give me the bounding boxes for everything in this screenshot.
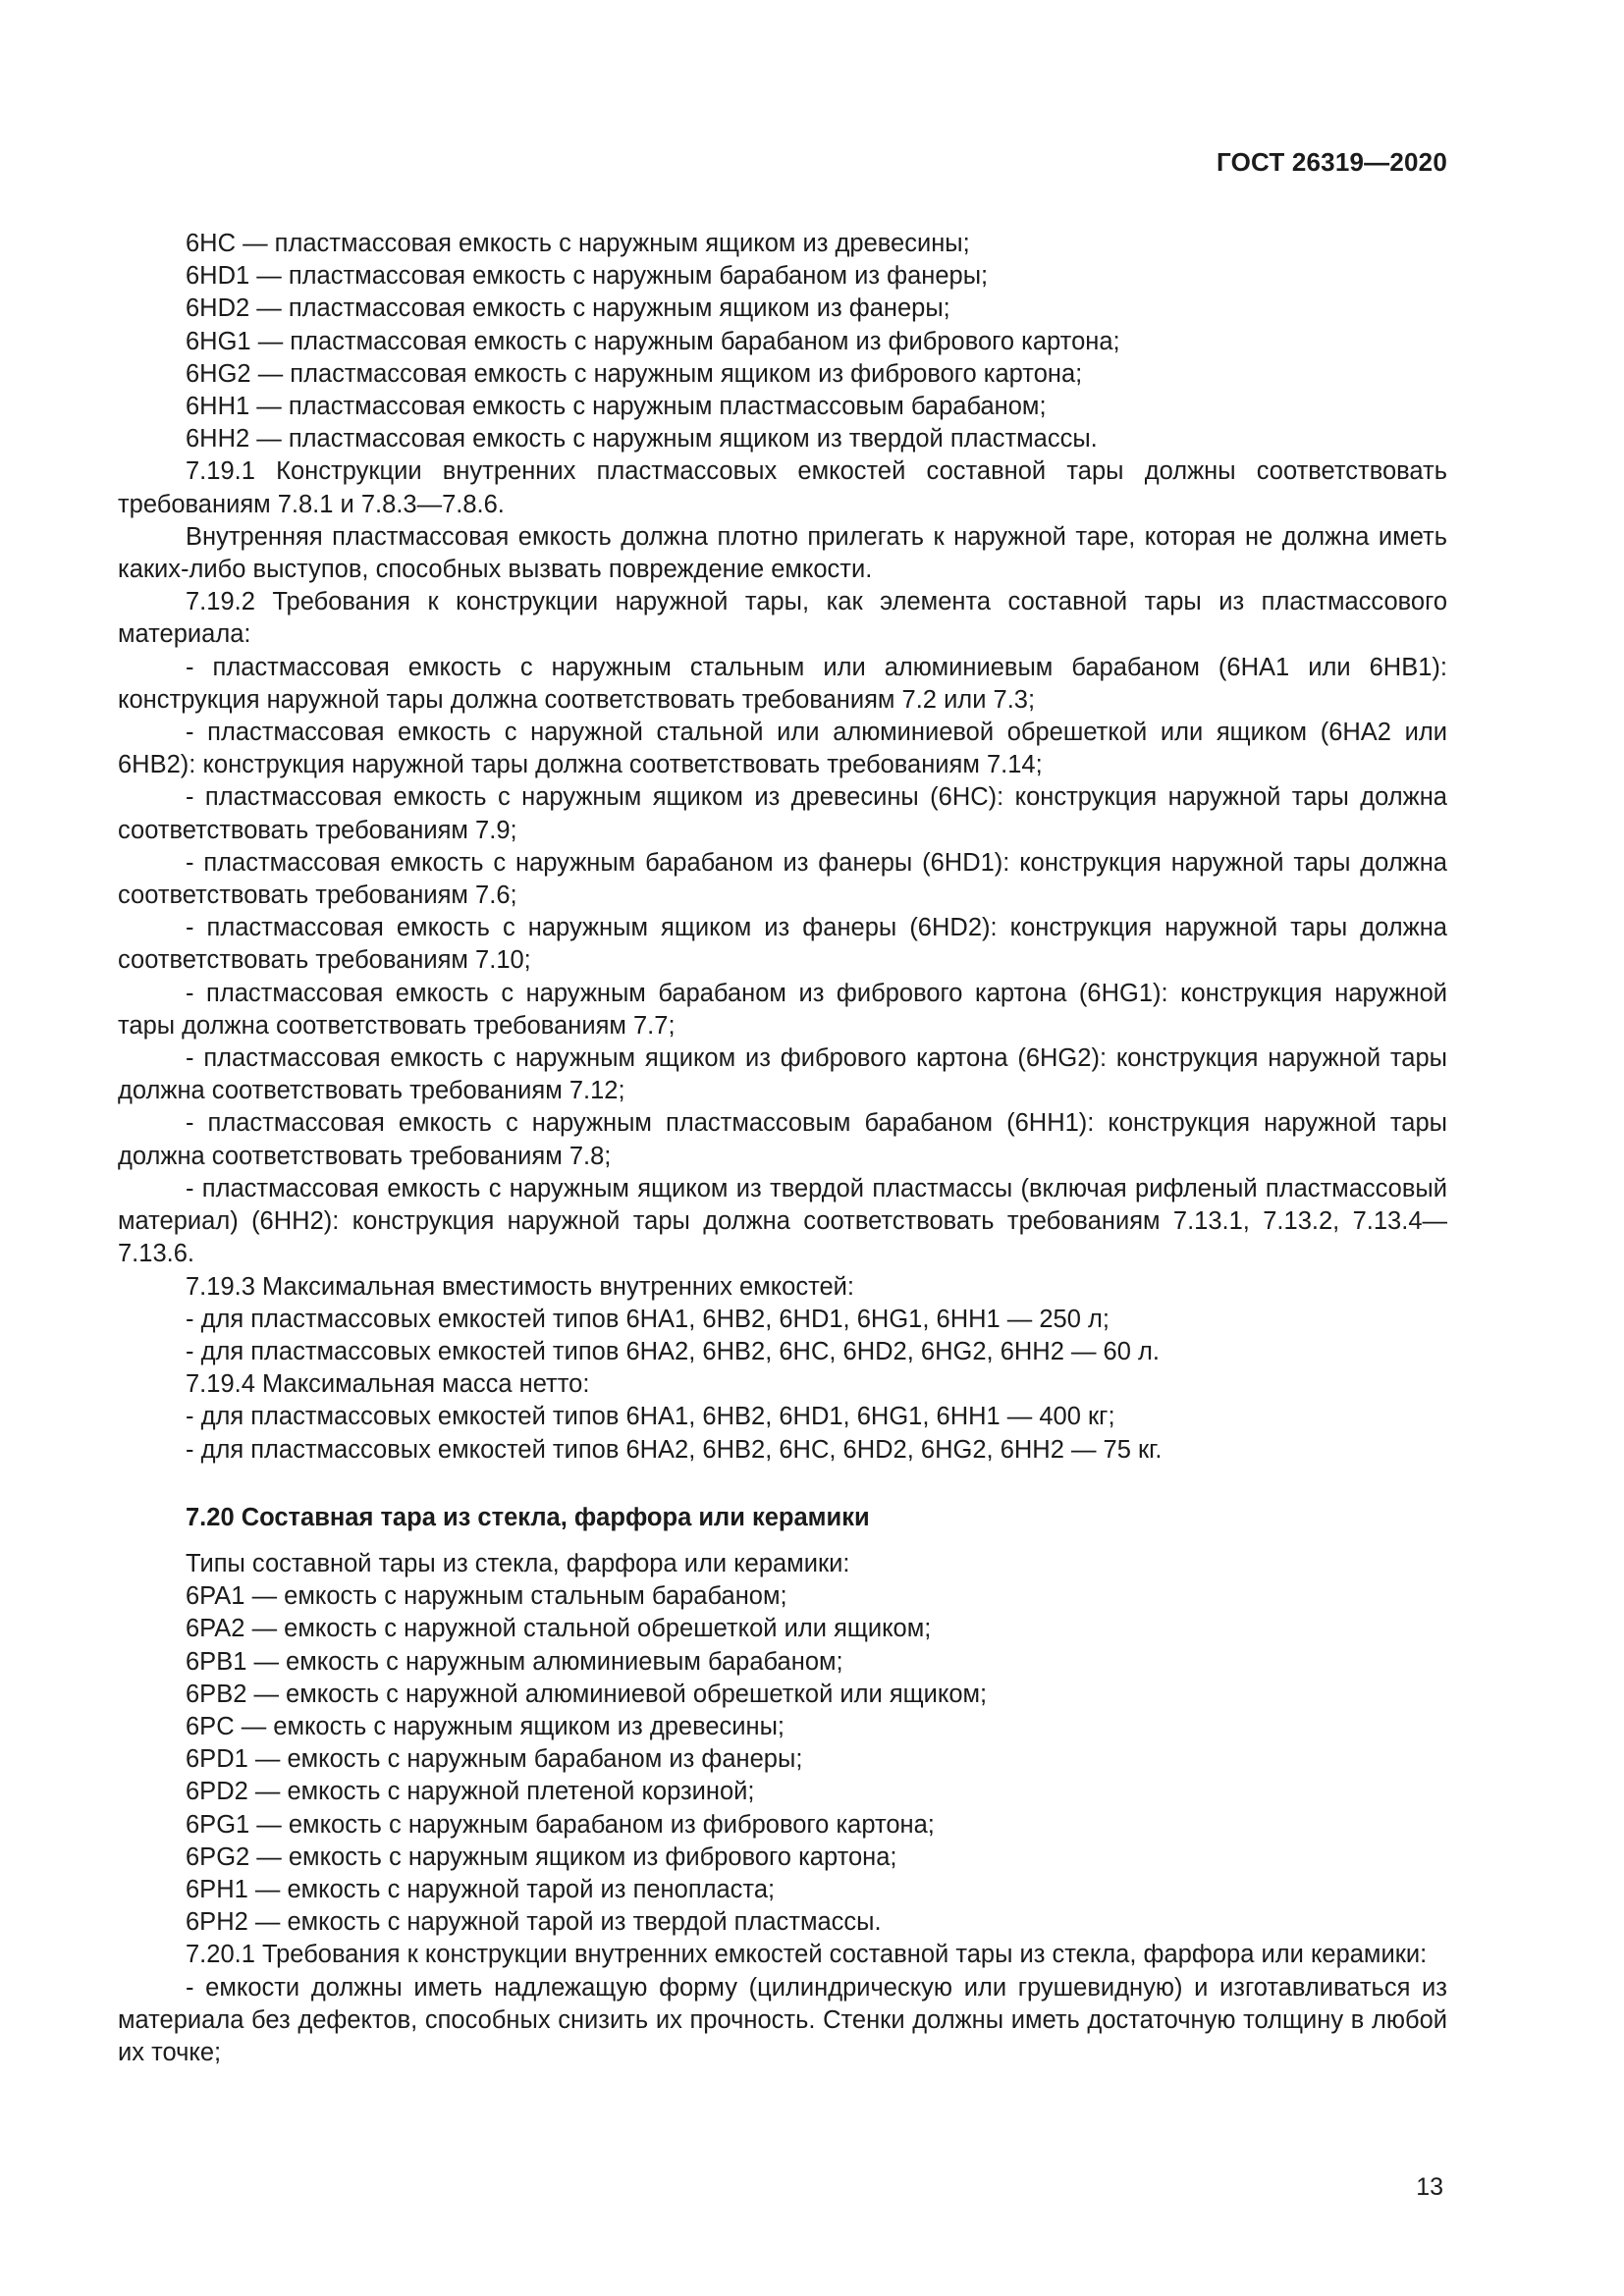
paragraph: 7.19.3 Максимальная вместимость внутренних емкостей: [186, 1272, 854, 1301]
paragraph: - пластмассовая емкость с наружным барабаном из фибрового картона (6HG1): конструкция наружной тары должна соответствовать требованиям 7.7; [118, 979, 1447, 1040]
paragraph: 6HD1 — пластмассовая емкость с наружным барабаном из фанеры; [186, 262, 989, 291]
paragraph: 6PH2 — емкость с наружной тарой из твердой пластмассы. [186, 1908, 882, 1937]
paragraph: 6HG2 — пластмассовая емкость с наружным ящиком из фибрового картона; [186, 359, 1083, 388]
paragraph: - для пластмассовых емкостей типов 6HA1, 6HB2, 6HD1, 6HG1, 6HH1 — 250 л; [186, 1305, 1110, 1333]
paragraph: - для пластмассовых емкостей типов 6HA2, 6HB2, 6HC, 6HD2, 6HG2, 6HH2 — 60 л. [186, 1337, 1160, 1365]
paragraph: 6PB2 — емкость с наружной алюминиевой обрешеткой или ящиком; [186, 1680, 988, 1708]
page-number: 13 [1416, 2173, 1443, 2201]
paragraph: 6HC — пластмассовая емкость с наружным ящиком из древесины; [186, 230, 970, 257]
paragraph: 6HH2 — пластмассовая емкость с наружным ящиком из твердой пластмассы. [186, 425, 1098, 454]
paragraph: - пластмассовая емкость с наружным барабаном из фанеры (6HD1): конструкция наружной тары должна соответствовать требованиям 7.6; [118, 848, 1447, 910]
paragraph: 7.19.2 Требования к конструкции наружной тары, как элемента составной тары из пластмассового материала: [118, 588, 1447, 649]
paragraph: - пластмассовая емкость с наружной стальной или алюминиевой обрешеткой или ящиком (6HA2 или 6HB2): конструкция наружной тары должна соответствовать требованиям 7.14; [118, 719, 1447, 779]
paragraph: 7.20.1 Требования к конструкции внутренних емкостей составной тары из стекла, фарфора или керамики: [186, 1941, 1428, 1969]
paragraph: - емкости должны иметь надлежащую форму (цилиндрическую или грушевидную) и изготавливаться из материала без дефектов, способных снизить их прочность. Стенки должны иметь достаточную толщину в любой их точке; [118, 1973, 1447, 2066]
document-body [118, 228, 1447, 2069]
paragraph: 6HG1 — пластмассовая емкость с наружным барабаном из фибрового картона; [186, 327, 1120, 355]
paragraph: - пластмассовая емкость с наружным ящиком из твердой пластмассы (включая рифленый пластмассовый материал) (6HH2): конструкция наружной тары должна соответствовать требованиям 7.13.1, 7.13.2, 7.13.4—7.13.6. [118, 1174, 1447, 1268]
paragraph: - пластмассовая емкость с наружным стальным или алюминиевым барабаном (6HA1 или 6HB1): конструкция наружной тары должна соответствовать требованиям 7.2 или 7.3; [118, 653, 1447, 714]
paragraph: 6PG1 — емкость с наружным барабаном из фибрового картона; [186, 1810, 935, 1839]
paragraph: - для пластмассовых емкостей типов 6HA2, 6HB2, 6HC, 6HD2, 6HG2, 6HH2 — 75 кг. [186, 1435, 1163, 1464]
paragraph: 6PH1 — емкость с наружной тарой из пенопласта; [186, 1875, 776, 1903]
paragraph: - пластмассовая емкость с наружным ящиком из древесины (6HC): конструкция наружной тары должна соответствовать требованиям 7.9; [118, 783, 1447, 844]
paragraph: - пластмассовая емкость с наружным пластмассовым барабаном (6HH1): конструкция наружной тары должна соответствовать требованиям 7.8; [118, 1109, 1447, 1170]
paragraph: 6PD1 — емкость с наружным барабаном из фанеры; [186, 1745, 803, 1774]
paragraph: 6PD2 — емкость с наружной плетеной корзиной; [186, 1778, 755, 1806]
paragraph: 6HD2 — пластмассовая емкость с наружным ящиком из фанеры; [186, 294, 950, 323]
paragraph: 6PA2 — емкость с наружной стальной обрешеткой или ящиком; [186, 1615, 932, 1643]
paragraph: 6HH1 — пластмассовая емкость с наружным пластмассовым барабаном; [186, 393, 1047, 421]
section-heading: 7.20 Составная тара из стекла, фарфора или керамики [186, 1503, 870, 1531]
paragraph: - пластмассовая емкость с наружным ящиком из фибрового картона (6HG2): конструкция наружной тары должна соответствовать требованиям 7.12; [118, 1044, 1447, 1105]
paragraph: 6PA1 — емкость с наружным стальным барабаном; [186, 1582, 787, 1611]
paragraph: 6PC — емкость с наружным ящиком из древесины; [186, 1712, 785, 1740]
paragraph: - для пластмассовых емкостей типов 6HA1, 6HB2, 6HD1, 6HG1, 6HH1 — 400 кг; [186, 1403, 1115, 1431]
paragraph: Типы составной тары из стекла, фарфора или керамики: [186, 1549, 850, 1577]
paragraph: 6PB1 — емкость с наружным алюминиевым барабаном; [186, 1647, 843, 1676]
paragraph: Внутренняя пластмассовая емкость должна плотно прилегать к наружной таре, которая не должна иметь каких-либо выступов, способных вызвать повреждение емкости. [118, 522, 1447, 584]
paragraph: 6PG2 — емкость с наружным ящиком из фибрового картона; [186, 1842, 897, 1871]
paragraph: 7.19.1 Конструкции внутренних пластмассовых емкостей составной тары должны соответствовать требованиям 7.8.1 и 7.8.3—7.8.6. [118, 457, 1447, 518]
paragraph: - пластмассовая емкость с наружным ящиком из фанеры (6HD2): конструкция наружной тары должна соответствовать требованиям 7.10; [118, 914, 1447, 975]
document-header: ГОСТ 26319—2020 [1217, 147, 1447, 177]
paragraph: 7.19.4 Максимальная масса нетто: [186, 1370, 590, 1399]
